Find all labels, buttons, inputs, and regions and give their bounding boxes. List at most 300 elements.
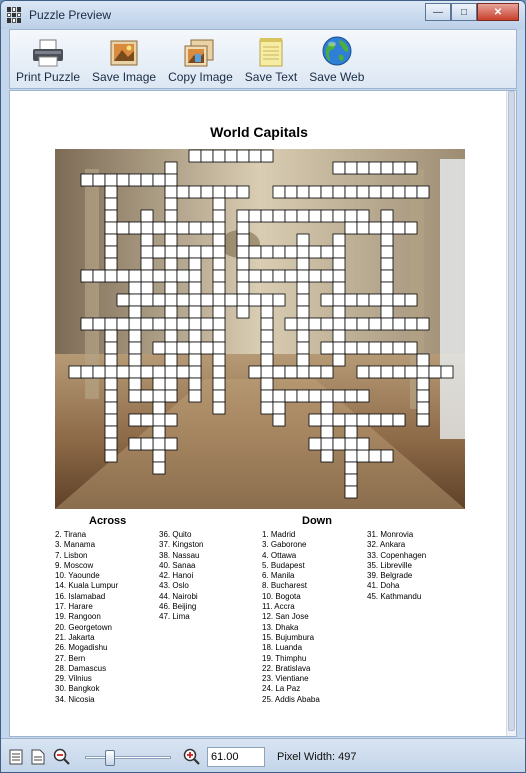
grid-cell: [165, 306, 177, 318]
grid-cell: [129, 294, 141, 306]
grid-cell: [345, 186, 357, 198]
grid-cell: [381, 450, 393, 462]
save-web-button[interactable]: [303, 30, 370, 88]
clue-item: 12. San Jose: [262, 612, 309, 622]
grid-cell: [381, 366, 393, 378]
grid-cell: [165, 366, 177, 378]
grid-cell: [201, 318, 213, 330]
grid-cell: [285, 366, 297, 378]
grid-cell: [153, 426, 165, 438]
grid-cell: [333, 438, 345, 450]
grid-cell: [165, 186, 177, 198]
grid-cell: [213, 246, 225, 258]
grid-cell: [297, 234, 309, 246]
grid-cell: [189, 366, 201, 378]
clue-item: 34. Nicosia: [55, 694, 95, 704]
grid-cell: [345, 294, 357, 306]
clue-item: 28. Damascus: [55, 663, 107, 673]
grid-cell: [93, 318, 105, 330]
clue-item: 19. Rangoon: [55, 612, 101, 622]
grid-cell: [153, 462, 165, 474]
save-image-button[interactable]: [86, 30, 162, 88]
grid-cell: [261, 306, 273, 318]
grid-cell: [153, 318, 165, 330]
grid-cell: [345, 390, 357, 402]
grid-cell: [93, 366, 105, 378]
grid-cell: [357, 366, 369, 378]
grid-cell: [237, 270, 249, 282]
grid-cell: [105, 174, 117, 186]
grid-cell: [381, 282, 393, 294]
grid-cell: [297, 186, 309, 198]
copy-image-button[interactable]: [162, 30, 239, 88]
clue-item: 2. Tirana: [55, 530, 87, 539]
grid-cell: [321, 390, 333, 402]
grid-cell: [393, 414, 405, 426]
grid-cell: [273, 294, 285, 306]
grid-cell: [153, 390, 165, 402]
grid-cell: [153, 450, 165, 462]
grid-cell: [165, 234, 177, 246]
grid-cell: [213, 282, 225, 294]
clue-item: 31. Monrovia: [367, 530, 414, 539]
grid-cell: [369, 450, 381, 462]
grid-cell: [237, 306, 249, 318]
grid-cell: [165, 294, 177, 306]
clue-item: 43. Oslo: [159, 581, 189, 591]
grid-cell: [273, 366, 285, 378]
puzzle-preview-pane[interactable]: [9, 90, 517, 737]
grid-cell: [309, 246, 321, 258]
grid-cell: [345, 426, 357, 438]
minimize-button[interactable]: —: [425, 3, 451, 21]
grid-cell: [273, 270, 285, 282]
grid-cell: [369, 294, 381, 306]
scrollbar-thumb[interactable]: [508, 91, 515, 731]
grid-cell: [417, 402, 429, 414]
grid-cell: [141, 222, 153, 234]
grid-cell: [345, 438, 357, 450]
clue-item: 20. Georgetown: [55, 622, 112, 632]
grid-cell: [345, 222, 357, 234]
clue-item: 47. Lima: [159, 612, 190, 622]
grid-cell: [105, 210, 117, 222]
grid-cell: [177, 294, 189, 306]
grid-cell: [261, 354, 273, 366]
grid-cell: [105, 330, 117, 342]
clue-item: 25. Addis Ababa: [262, 694, 320, 704]
clue-item: 13. Dhaka: [262, 622, 299, 632]
grid-cell: [381, 318, 393, 330]
grid-cell: [165, 342, 177, 354]
across-clues-col-2: [159, 530, 203, 623]
grid-cell: [165, 198, 177, 210]
grid-cell: [225, 150, 237, 162]
grid-cell: [321, 186, 333, 198]
across-clues-col-1: [55, 530, 118, 705]
vertical-scrollbar[interactable]: [506, 91, 516, 736]
window-light: [440, 159, 465, 439]
grid-cell: [297, 246, 309, 258]
grid-cell: [333, 234, 345, 246]
grid-cell: [393, 186, 405, 198]
clue-item: 39. Belgrade: [367, 571, 413, 581]
grid-cell: [345, 414, 357, 426]
zoom-slider-track: [85, 756, 171, 759]
grid-cell: [177, 186, 189, 198]
single-page-icon[interactable]: [9, 749, 23, 765]
grid-cell: [141, 258, 153, 270]
grid-cell: [249, 366, 261, 378]
grid-cell: [213, 234, 225, 246]
grid-cell: [333, 270, 345, 282]
grid-cell: [141, 366, 153, 378]
grid-cell: [357, 450, 369, 462]
grid-cell: [213, 330, 225, 342]
grid-cell: [105, 318, 117, 330]
grid-cell: [237, 186, 249, 198]
clue-item: 3. Manama: [55, 540, 96, 550]
grid-cell: [201, 150, 213, 162]
save-text-label: Save Text: [244, 70, 298, 84]
grid-cell: [309, 366, 321, 378]
grid-cell: [165, 210, 177, 222]
grid-cell: [261, 246, 273, 258]
grid-cell: [309, 186, 321, 198]
grid-cell: [285, 390, 297, 402]
grid-cell: [177, 246, 189, 258]
clue-item: 10. Bogota: [262, 591, 301, 601]
grid-cell: [261, 318, 273, 330]
grid-cell: [333, 342, 345, 354]
printer-icon: [31, 39, 65, 67]
grid-cell: [405, 162, 417, 174]
grid-cell: [165, 222, 177, 234]
grid-cell: [393, 222, 405, 234]
grid-cell: [297, 342, 309, 354]
left-pillar: [85, 169, 99, 399]
grid-cell: [201, 246, 213, 258]
grid-cell: [105, 246, 117, 258]
grid-cell: [129, 366, 141, 378]
grid-cell: [117, 366, 129, 378]
grid-cell: [213, 378, 225, 390]
save-image-label: Save Image: [92, 70, 157, 84]
zoom-out-icon[interactable]: [53, 748, 71, 766]
grid-cell: [321, 366, 333, 378]
grid-cell: [285, 246, 297, 258]
clue-item: 10. Yaounde: [55, 571, 100, 581]
grid-cell: [321, 210, 333, 222]
grid-cell: [369, 318, 381, 330]
grid-cell: [153, 414, 165, 426]
grid-cell: [333, 330, 345, 342]
grid-cell: [117, 294, 129, 306]
grid-cell: [189, 378, 201, 390]
grid-cell: [297, 390, 309, 402]
grid-cell: [393, 294, 405, 306]
grid-cell: [261, 150, 273, 162]
grid-cell: [417, 414, 429, 426]
grid-cell: [249, 246, 261, 258]
grid-cell: [141, 390, 153, 402]
grid-cell: [405, 342, 417, 354]
grid-cell: [333, 210, 345, 222]
grid-cell: [309, 270, 321, 282]
grid-cell: [297, 306, 309, 318]
grid-cell: [105, 366, 117, 378]
grid-cell: [357, 294, 369, 306]
grid-cell: [141, 318, 153, 330]
grid-cell: [405, 222, 417, 234]
grid-cell: [105, 378, 117, 390]
grid-cell: [129, 342, 141, 354]
grid-cell: [273, 390, 285, 402]
clue-item: 14. Kuala Lumpur: [55, 581, 119, 591]
grid-cell: [357, 342, 369, 354]
clue-item: 30. Bangkok: [55, 684, 100, 694]
grid-cell: [273, 186, 285, 198]
print-puzzle-button[interactable]: [10, 30, 86, 88]
grid-cell: [417, 366, 429, 378]
grid-cell: [177, 222, 189, 234]
grid-cell: [321, 450, 333, 462]
grid-cell: [189, 246, 201, 258]
grid-cell: [369, 186, 381, 198]
grid-cell: [357, 186, 369, 198]
grid-cell: [81, 318, 93, 330]
grid-cell: [213, 222, 225, 234]
down-heading: Down: [302, 515, 332, 527]
grid-cell: [153, 222, 165, 234]
grid-cell: [189, 342, 201, 354]
title-bar: [1, 1, 525, 29]
grid-cell: [105, 342, 117, 354]
grid-cell: [165, 318, 177, 330]
grid-cell: [405, 366, 417, 378]
zoom-slider[interactable]: [85, 750, 171, 764]
grid-cell: [165, 390, 177, 402]
grid-cell: [141, 438, 153, 450]
puzzle-grid-icon: [7, 7, 23, 23]
grid-cell: [417, 378, 429, 390]
clue-item: 23. Vientiane: [262, 674, 309, 684]
grid-cell: [333, 294, 345, 306]
grid-cell: [81, 366, 93, 378]
grid-cell: [165, 354, 177, 366]
grid-cell: [141, 270, 153, 282]
grid-cell: [213, 354, 225, 366]
grid-cell: [405, 294, 417, 306]
clue-item: 32. Ankara: [367, 540, 406, 550]
grid-cell: [297, 210, 309, 222]
grid-cell: [345, 486, 357, 498]
grid-cell: [201, 294, 213, 306]
grid-cell: [381, 342, 393, 354]
grid-cell: [345, 450, 357, 462]
grid-cell: [165, 258, 177, 270]
notepad-icon: [257, 37, 285, 67]
grid-cell: [285, 318, 297, 330]
grid-cell: [129, 306, 141, 318]
grid-cell: [249, 270, 261, 282]
grid-cell: [81, 174, 93, 186]
grid-cell: [237, 222, 249, 234]
grid-cell: [345, 462, 357, 474]
grid-cell: [189, 258, 201, 270]
grid-cell: [213, 402, 225, 414]
grid-cell: [177, 342, 189, 354]
grid-cell: [141, 246, 153, 258]
grid-cell: [189, 318, 201, 330]
grid-cell: [141, 174, 153, 186]
grid-cell: [249, 294, 261, 306]
copy-image-label: Copy Image: [168, 70, 233, 84]
grid-cell: [165, 246, 177, 258]
zoom-input[interactable]: 61.00: [207, 747, 265, 767]
grid-cell: [297, 258, 309, 270]
grid-cell: [117, 174, 129, 186]
grid-cell: [381, 270, 393, 282]
across-heading: Across: [89, 515, 127, 527]
grid-cell: [333, 282, 345, 294]
puzzle-title: World Capitals: [210, 124, 308, 140]
grid-cell: [165, 162, 177, 174]
clue-item: 16. Islamabad: [55, 591, 106, 601]
grid-cell: [369, 162, 381, 174]
grid-cell: [345, 318, 357, 330]
grid-cell: [93, 270, 105, 282]
grid-cell: [105, 270, 117, 282]
grid-cell: [237, 234, 249, 246]
grid-cell: [141, 294, 153, 306]
clue-item: 44. Nairobi: [159, 591, 198, 601]
zoom-in-icon[interactable]: [183, 748, 201, 766]
clue-item: 19. Thimphu: [262, 653, 307, 663]
save-text-button[interactable]: [239, 30, 303, 88]
grid-cell: [141, 282, 153, 294]
grid-cell: [165, 378, 177, 390]
grid-cell: [357, 222, 369, 234]
zoom-slider-thumb[interactable]: [105, 750, 115, 766]
clue-item: 21. Jakarta: [55, 632, 95, 642]
grid-cell: [345, 474, 357, 486]
grid-cell: [297, 270, 309, 282]
grid-cell: [213, 210, 225, 222]
grid-cell: [105, 222, 117, 234]
window-title: Puzzle Preview: [29, 8, 112, 22]
grid-cell: [213, 270, 225, 282]
grid-cell: [357, 162, 369, 174]
grid-cell: [69, 366, 81, 378]
grid-cell: [321, 294, 333, 306]
copy-image-icon: [183, 39, 217, 67]
page-view-icon[interactable]: [31, 749, 45, 765]
grid-cell: [321, 402, 333, 414]
grid-cell: [129, 282, 141, 294]
grid-cell: [213, 294, 225, 306]
grid-cell: [309, 390, 321, 402]
grid-cell: [117, 222, 129, 234]
grid-cell: [381, 222, 393, 234]
grid-cell: [237, 258, 249, 270]
grid-cell: [249, 150, 261, 162]
maximize-button[interactable]: □: [451, 3, 477, 21]
grid-cell: [321, 342, 333, 354]
grid-cell: [429, 366, 441, 378]
grid-cell: [213, 150, 225, 162]
grid-cell: [165, 414, 177, 426]
grid-cell: [441, 366, 453, 378]
grid-cell: [129, 438, 141, 450]
grid-cell: [417, 390, 429, 402]
grid-cell: [393, 318, 405, 330]
grid-cell: [357, 390, 369, 402]
close-button[interactable]: ✕: [477, 3, 519, 21]
grid-cell: [381, 246, 393, 258]
grid-cell: [369, 342, 381, 354]
grid-cell: [393, 342, 405, 354]
grid-cell: [213, 198, 225, 210]
grid-cell: [369, 222, 381, 234]
grid-cell: [297, 366, 309, 378]
grid-cell: [333, 258, 345, 270]
grid-cell: [189, 150, 201, 162]
grid-cell: [189, 186, 201, 198]
grid-cell: [357, 210, 369, 222]
grid-cell: [357, 414, 369, 426]
grid-cell: [81, 270, 93, 282]
grid-cell: [153, 402, 165, 414]
clue-item: 7. Lisbon: [55, 550, 88, 560]
grid-cell: [165, 282, 177, 294]
clue-item: 24. La Paz: [262, 684, 301, 694]
grid-cell: [129, 390, 141, 402]
clue-item: 29. Vilnius: [55, 674, 92, 684]
grid-cell: [333, 414, 345, 426]
grid-cell: [129, 354, 141, 366]
globe-icon: [321, 35, 353, 67]
clue-item: 36. Quito: [159, 530, 192, 539]
clue-item: 8. Bucharest: [262, 581, 307, 591]
grid-cell: [309, 318, 321, 330]
grid-cell: [105, 426, 117, 438]
grid-cell: [225, 294, 237, 306]
grid-cell: [393, 162, 405, 174]
grid-cell: [189, 222, 201, 234]
grid-cell: [345, 210, 357, 222]
grid-cell: [333, 390, 345, 402]
grid-cell: [261, 342, 273, 354]
grid-cell: [273, 414, 285, 426]
crossword-grid: [55, 149, 465, 509]
grid-cell: [237, 294, 249, 306]
grid-cell: [273, 402, 285, 414]
grid-cell: [357, 318, 369, 330]
grid-cell: [261, 402, 273, 414]
grid-cell: [237, 246, 249, 258]
grid-cell: [93, 174, 105, 186]
grid-cell: [333, 306, 345, 318]
grid-cell: [153, 342, 165, 354]
grid-cell: [321, 414, 333, 426]
grid-cell: [165, 270, 177, 282]
status-bar: [1, 738, 525, 773]
grid-cell: [273, 210, 285, 222]
grid-cell: [141, 234, 153, 246]
grid-cell: [381, 258, 393, 270]
clue-item: 46. Beijing: [159, 602, 197, 612]
